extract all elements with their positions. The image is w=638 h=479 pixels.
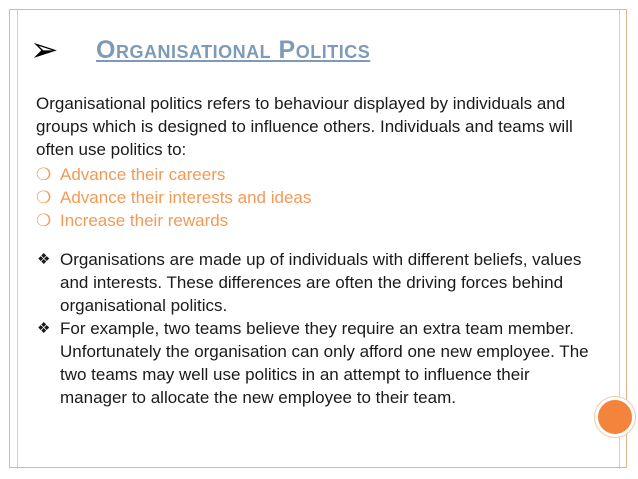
bullet-text: Increase their rewards [60,211,229,230]
circle-bullet-icon: ❍ [36,165,52,184]
point-text: Organisations are made up of individuals with different beliefs, values and interests. These differences are often the driving forces behind organisational politics. [60,250,582,315]
bullet-list [36,163,596,232]
arrow-right-icon: ➢ [30,31,59,69]
circle-bullet-icon: ❍ [36,188,52,207]
slide-title: Organisational Politics [96,36,371,64]
diamond-bullet-icon: ❖ [37,320,51,337]
point-list [36,248,596,409]
list-item [36,248,596,317]
list-item [36,209,596,232]
bullet-text: Advance their interests and ideas [60,188,312,207]
list-item [36,186,596,209]
intro-paragraph: Organisational politics refers to behaviour displayed by individuals and groups which is designed to influence others. Individuals and teams will often use politics to: [36,94,573,159]
diamond-bullet-icon: ❖ [37,251,51,268]
list-item [36,317,596,409]
orange-circle-decoration [595,397,635,437]
circle-bullet-icon: ❍ [36,211,52,230]
point-text: For example, two teams believe they require an extra team member. Unfortunately the organisation can only afford one new employee. The two teams may well use politics in an attempt to influence their manager to allocate the new employee to their team. [60,319,589,407]
list-item [36,163,596,186]
slide-body [36,92,596,409]
bullet-text: Advance their careers [60,165,226,184]
title-row [30,31,620,71]
left-rule [17,9,18,469]
